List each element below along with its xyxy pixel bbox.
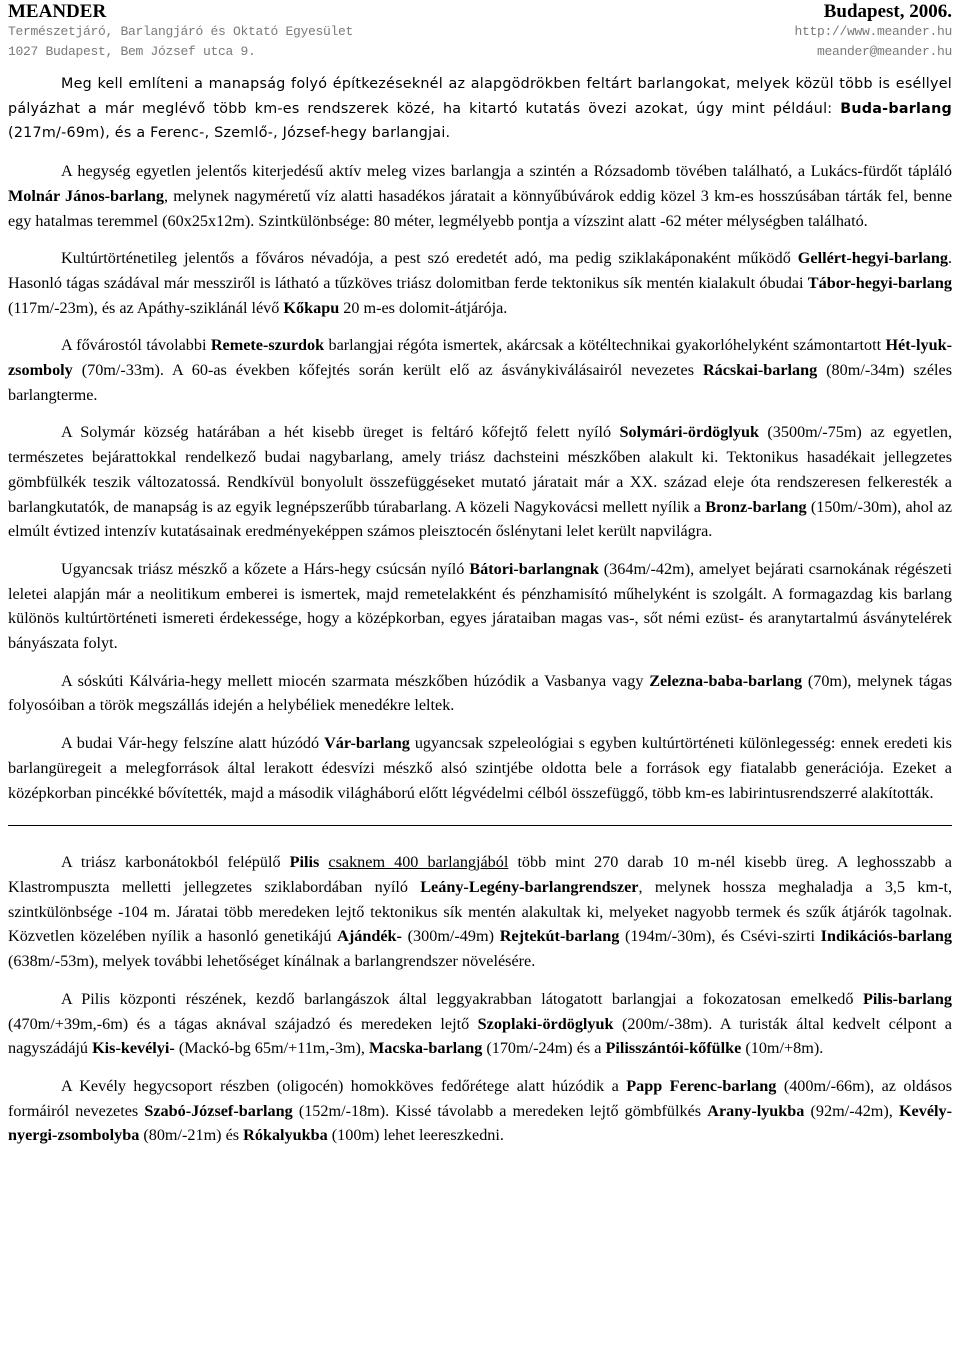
cave-name: Kőkapu <box>283 298 340 317</box>
text-run: (70m), melynek tágas folyosóiban a török megszállás idején a helybéliek menedékre leltek. <box>8 671 952 715</box>
header-right <box>794 0 952 62</box>
cave-name: Hét-lyuk-zsomboly <box>8 336 952 380</box>
cave-name: Papp Ferenc-barlang <box>626 1076 777 1095</box>
text-run: (364m/-42m), amelyet bejárati csarnokának régészeti leletei alapján már a neolitikum emberei is ismertek, majd remetelakként és pénzhamisító műhelyként is szolgált. A formagazdag kis barlang különös kultúrtörténeti ismereti érdekessége, hogy a középkorban, egyes járataiban magas vas-, sőt némi ezüst- és aranytartalmú ásványtelérek bányászata folyt. <box>8 559 952 653</box>
cave-name: Szoplaki-ördöglyuk <box>477 1014 614 1033</box>
cave-name: Molnár János-barlang <box>8 186 165 205</box>
text-run: (152m/-18m). Kissé távolabb a meredeken lejtő gömbfülkés <box>292 1101 708 1120</box>
text-run: A sóskúti Kálvária-hegy mellett miocén szarmata mészkőben húzódik a Vasbanya vagy <box>61 671 650 690</box>
text-run: (3500m/-75m) az egyetlen, természetes bejárattokkal rendelkező budai nagybarlang, amely triász dachsteini mészkőben alakult ki. Tektonikus hasadékait jellegzetes gömbfülkék teszik változatossá. Rendkívül bonyolult összefüggéseket mutató járatait már a XX. század eleje óta rendszeresen felkeresték a barlangkutatók, de manapság is az egyik legnépszerűbb túrabarlang. A közeli Nagykovácsi mellett nyílik a <box>8 423 952 516</box>
paragraph <box>8 557 952 656</box>
cave-name: Bátori-barlangnak <box>469 559 599 578</box>
cave-name: Bronz-barlang <box>705 497 807 516</box>
text-run: (92m/-42m), <box>804 1101 899 1120</box>
cave-name: Rejtekút-barlang <box>499 927 620 946</box>
cave-name: Macska-barlang <box>369 1039 483 1058</box>
org-address: 1027 Budapest, Bem József utca 9. <box>8 44 256 59</box>
cave-name: Vár-barlang <box>324 734 410 753</box>
section-divider <box>8 825 952 826</box>
text-run: (217m/-69m), és a Ferenc-, Szemlő-, József-hegy barlangjai. <box>8 125 451 142</box>
cave-name: Rókalyukba <box>243 1126 328 1145</box>
cave-name: Ajándék- <box>337 927 402 946</box>
paragraph <box>8 850 952 974</box>
text-run: 20 m-es dolomit-átjárója. <box>339 298 508 317</box>
text-run: ugyancsak szpeleológiai s egyben kultúrtörténeti különlegesség: ennek eredeti kis barlangüregeit a melegforrások által lerakott édesvízi mészkő alsó szintjébe oldotta bele a források egy fiatalabb generációja. Ezeket a középkorban pincékké bővítették, majd a második világháború előtt légvédelmi célból összefüggő, több km-es labirintusrendszerré alakították. <box>8 734 952 802</box>
text-run: A triász karbonátokból felépülő <box>61 853 290 872</box>
document-body <box>8 72 952 1161</box>
org-name: MEANDER <box>8 1 107 22</box>
paragraph <box>8 333 952 407</box>
text-run: A Pilis központi részének, kezdő barlangászok által leggyakrabban látogatott barlangjai a fokozatosan emelkedő <box>61 989 863 1008</box>
text-run: A Solymár község határában a hét kisebb üreget is feltáró kőfejtő felett nyíló <box>61 423 620 442</box>
text-run: . Hasonló tágas szádával már messziről is látható a tűzköves triász dolomitban ferde tektonikus sík mentén kialakult óbudai <box>8 249 952 292</box>
text-run: (400m/-66m), az oldásos formáiról nevezetes <box>8 1076 952 1120</box>
text-run: (638m/-53m), melyek további lehetőséget kínálnak a barlangrendszer növelésére. <box>8 952 536 971</box>
paragraph <box>8 987 952 1061</box>
text-run: (300m/-49m) <box>401 927 500 946</box>
text-run: (70m/-33m). A 60-as években kőfejtés során került elő az ásványkiválásairól nevezetes <box>72 361 703 380</box>
text-run: Meg kell említeni a manapság folyó építkezéseknél az alapgödrökben feltárt barlangokat, melyek közül több is eséllyel pályázhat a már meglévő több km-es rendszerek közé, ha kitartó kutatás övezi azokat, úgy mint például: <box>8 76 952 117</box>
paragraph <box>8 72 952 146</box>
text-run: (Mackó-bg 65m/+11m,-3m), <box>174 1039 369 1058</box>
website-link[interactable]: http://www.meander.hu <box>794 24 952 39</box>
cave-name: Leány-Legény-barlangrendszer <box>420 877 639 896</box>
text-run: (170m/-24m) és a <box>482 1039 606 1058</box>
cave-name: Kis-kevélyi- <box>92 1039 175 1058</box>
cave-name: Buda-barlang <box>840 100 952 117</box>
text-run: A hegység egyetlen jelentős kiterjedésű aktív meleg vizes barlangja a szintén a Rózsadomb tövében található, a Lukács-fürdőt tápláló <box>61 162 952 181</box>
text-run: (117m/-23m), és az Apáthy-sziklánál lévő <box>8 298 284 317</box>
city-year: Budapest, 2006. <box>823 1 952 22</box>
paragraph <box>8 1074 952 1148</box>
paragraph <box>8 420 952 544</box>
paragraph <box>8 159 952 233</box>
page-header <box>8 0 952 62</box>
cave-name: Zelezna-baba-barlang <box>649 671 803 690</box>
text-run: (200m/-38m). A turisták által kedvelt célpont a nagyszádájú <box>8 1014 952 1058</box>
text-run: Kultúrtörténetileg jelentős a főváros névadója, a pest szó eredetét adó, ma pedig sziklakáponaként működő <box>61 249 798 268</box>
cave-name: Kevély-nyergi-zsombolyba <box>8 1101 952 1145</box>
paragraph <box>8 669 952 718</box>
paragraph <box>8 246 952 320</box>
cave-name: Pilisszántói-kőfülke <box>605 1039 742 1058</box>
cave-name: Pilis-barlang <box>862 989 952 1008</box>
text-run: Ugyancsak triász mészkő a kőzete a Hárs-hegy csúcsán nyíló <box>61 559 470 578</box>
text-run: barlangjai régóta ismertek, akárcsak a kötéltechnikai gyakorlóhelyként számontartott <box>324 336 886 355</box>
cave-name: Pilis <box>289 853 320 872</box>
text-run: A fővárostól távolabbi <box>61 336 211 355</box>
text-run: , melynek nagyméretű víz alatti hasadékos járatait a könnyűbúvárok eddig közel 3 km-es hosszúsában tárták fel, benne egy hatalmas teremmel (60x25x12m). Szintkülönbsége: 80 méter, legmélyebb pontja a vízszint alatt -62 méter mélységben található. <box>8 186 953 230</box>
cave-name: Arany-lyukba <box>707 1101 805 1120</box>
underlined-text: csaknem 400 barlangjából <box>328 853 509 872</box>
text-run: (10m/+8m). <box>741 1039 824 1058</box>
email-link[interactable]: meander@meander.hu <box>816 44 952 59</box>
header-left <box>8 0 353 62</box>
text-run: A Kevély hegycsoport részben (oligocén) homokköves fedőrétege alatt húzódik a <box>61 1076 627 1095</box>
cave-name: Tábor-hegyi-barlang <box>807 273 952 292</box>
cave-name: Indikációs-barlang <box>820 927 953 946</box>
text-run: több mint 270 darab 10 m-nél kisebb üreg. A leghosszabb a Klastrompuszta melletti jellegzetes sziklabordában nyíló <box>8 853 952 896</box>
cave-name: Solymári-ördöglyuk <box>619 423 759 442</box>
text-run: , melynek hossza meghaladja a 3,5 km-t, szintkülönbsége -104 m. Járatai több meredeken lejtő tektonikus sík mentén alakultak ki, melyeket nagyobb termek és szűk átjárók tagolnak. Közvetlen közelében nyílik a hasonló genetikájú <box>8 877 952 946</box>
cave-name: Szabó-József-barlang <box>144 1101 293 1120</box>
text-run: (100m) lehet leereszkedni. <box>327 1126 504 1145</box>
org-full-name: Természetjáró, Barlangjáró és Oktató Egyesület <box>8 24 354 39</box>
text-run: (150m/-30m), ahol az elmúlt évtized intenzív kutatásainak eredményeképpen számos pleisztocén őslénytani lelet került napvilágra. <box>8 497 953 541</box>
text-run: (194m/-30m), és Csévi-szirti <box>619 927 821 946</box>
cave-name: Rácskai-barlang <box>702 361 818 380</box>
text-run: (470m/+39m,-6m) és a tágas aknával szájadzó és meredeken lejtő <box>8 1014 478 1033</box>
text-run: (80m/-34m) széles barlangterme. <box>8 361 952 404</box>
paragraph <box>8 731 952 805</box>
cave-name: Remete-szurdok <box>210 336 325 355</box>
cave-name: Gellért-hegyi-barlang <box>797 249 948 268</box>
text-run: (80m/-21m) és <box>139 1126 244 1145</box>
text-run: A budai Vár-hegy felszíne alatt húzódó <box>61 734 325 753</box>
